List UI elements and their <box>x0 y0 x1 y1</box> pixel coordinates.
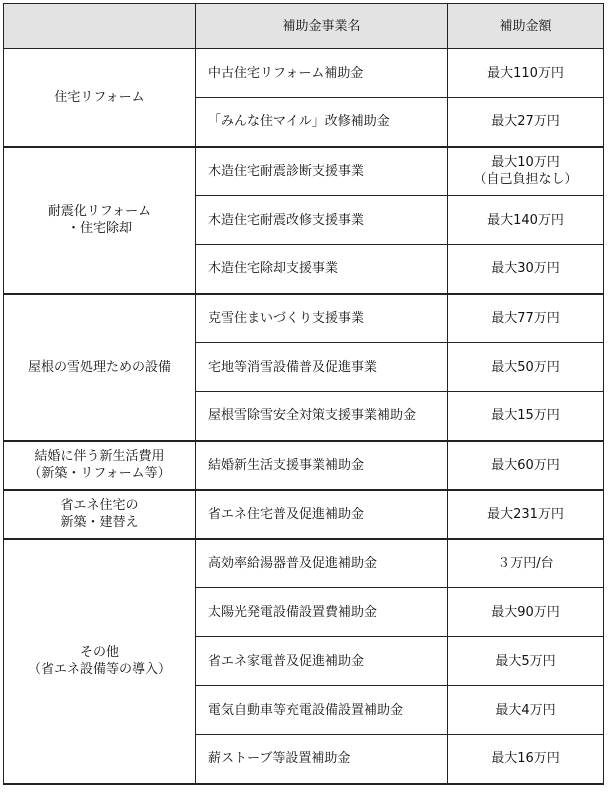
amount-text: 最大15万円 <box>491 408 560 424</box>
subsidy-amount-cell <box>448 392 604 441</box>
category-label: 耐震化リフォーム <box>47 204 152 219</box>
amount-text: 最大60万円 <box>491 457 560 473</box>
subsidy-table <box>3 3 604 785</box>
subsidy-amount-cell <box>448 98 604 147</box>
category-cell <box>4 490 196 539</box>
header-subsidy-name: 補助金事業名 <box>196 4 448 49</box>
subsidy-amount-cell <box>448 637 604 686</box>
subsidy-name-cell: 太陽光発電設備設置費補助金 <box>196 588 448 637</box>
subsidy-amount-cell <box>448 735 604 784</box>
amount-text: ３万円/台 <box>497 555 554 571</box>
subsidy-amount-cell <box>448 441 604 490</box>
amount-text: 最大140万円 <box>487 212 564 228</box>
amount-text: 最大77万円 <box>491 310 560 326</box>
subsidy-name-cell: 宅地等消雪設備普及促進事業 <box>196 343 448 392</box>
category-label: （省エネ設備等の導入） <box>27 662 171 677</box>
table-row <box>4 539 604 588</box>
subsidy-name-cell: 木造住宅耐震改修支援事業 <box>196 196 448 245</box>
table-row <box>4 441 604 490</box>
subsidy-amount-cell <box>448 294 604 343</box>
category-cell <box>4 294 196 441</box>
category-label: 新築・建替え <box>60 515 139 530</box>
amount-text: 最大27万円 <box>491 114 560 130</box>
subsidy-name-cell: 「みんな住マイル」改修補助金 <box>196 98 448 147</box>
subsidy-amount-cell <box>448 147 604 196</box>
category-label: 省エネ住宅の <box>60 498 139 513</box>
category-label: その他 <box>79 645 119 660</box>
table-header <box>4 4 604 49</box>
table-row <box>4 490 604 539</box>
amount-text: 最大50万円 <box>491 359 560 375</box>
subsidy-amount-cell <box>448 49 604 98</box>
subsidy-name-cell: 木造住宅耐震診断支援事業 <box>196 147 448 196</box>
header-category <box>4 4 196 49</box>
subsidy-amount-cell <box>448 588 604 637</box>
subsidy-amount-cell <box>448 686 604 735</box>
header-subsidy-amount: 補助金額 <box>448 4 604 49</box>
table-row <box>4 49 604 98</box>
amount-text: 最大4万円 <box>495 702 556 718</box>
amount-text: 最大10万円 <box>491 155 560 171</box>
category-label: ・住宅除却 <box>66 221 132 236</box>
subsidy-name-cell: 結婚新生活支援事業補助金 <box>196 441 448 490</box>
amount-text: 最大16万円 <box>491 751 560 767</box>
subsidy-amount-cell <box>448 196 604 245</box>
amount-text: （自己負担なし） <box>473 172 578 188</box>
subsidy-name-cell: 木造住宅除却支援事業 <box>196 245 448 294</box>
subsidy-name-cell: 省エネ住宅普及促進補助金 <box>196 490 448 539</box>
subsidy-name-cell: 省エネ家電普及促進補助金 <box>196 637 448 686</box>
category-label: 屋根の雪処理ための設備 <box>27 359 171 375</box>
table-row <box>4 147 604 196</box>
category-cell <box>4 49 196 147</box>
subsidy-amount-cell <box>448 539 604 588</box>
subsidy-name-cell: 電気自動車等充電設備設置補助金 <box>196 686 448 735</box>
subsidy-name-cell: 屋根雪除雪安全対策支援事業補助金 <box>196 392 448 441</box>
amount-text: 最大90万円 <box>491 604 560 620</box>
category-label: 結婚に伴う新生活費用 <box>34 449 165 464</box>
subsidy-table-container <box>3 3 604 785</box>
amount-text: 最大5万円 <box>495 653 556 669</box>
subsidy-name-cell: 高効率給湯器普及促進補助金 <box>196 539 448 588</box>
subsidy-amount-cell <box>448 490 604 539</box>
category-label: （新築・リフォーム等） <box>28 466 171 481</box>
subsidy-name-cell: 中古住宅リフォーム補助金 <box>196 49 448 98</box>
header-row <box>4 4 604 49</box>
category-label: 住宅リフォーム <box>54 89 145 105</box>
subsidy-name-cell: 薪ストーブ等設置補助金 <box>196 735 448 784</box>
table-body <box>4 49 604 784</box>
subsidy-name-cell: 克雪住まいづくり支援事業 <box>196 294 448 343</box>
subsidy-amount-cell <box>448 245 604 294</box>
amount-text: 最大110万円 <box>487 65 564 81</box>
amount-text: 最大231万円 <box>487 506 564 522</box>
category-cell <box>4 539 196 784</box>
category-cell <box>4 441 196 490</box>
amount-text: 最大30万円 <box>491 261 560 277</box>
category-cell <box>4 147 196 294</box>
table-row <box>4 294 604 343</box>
subsidy-amount-cell <box>448 343 604 392</box>
